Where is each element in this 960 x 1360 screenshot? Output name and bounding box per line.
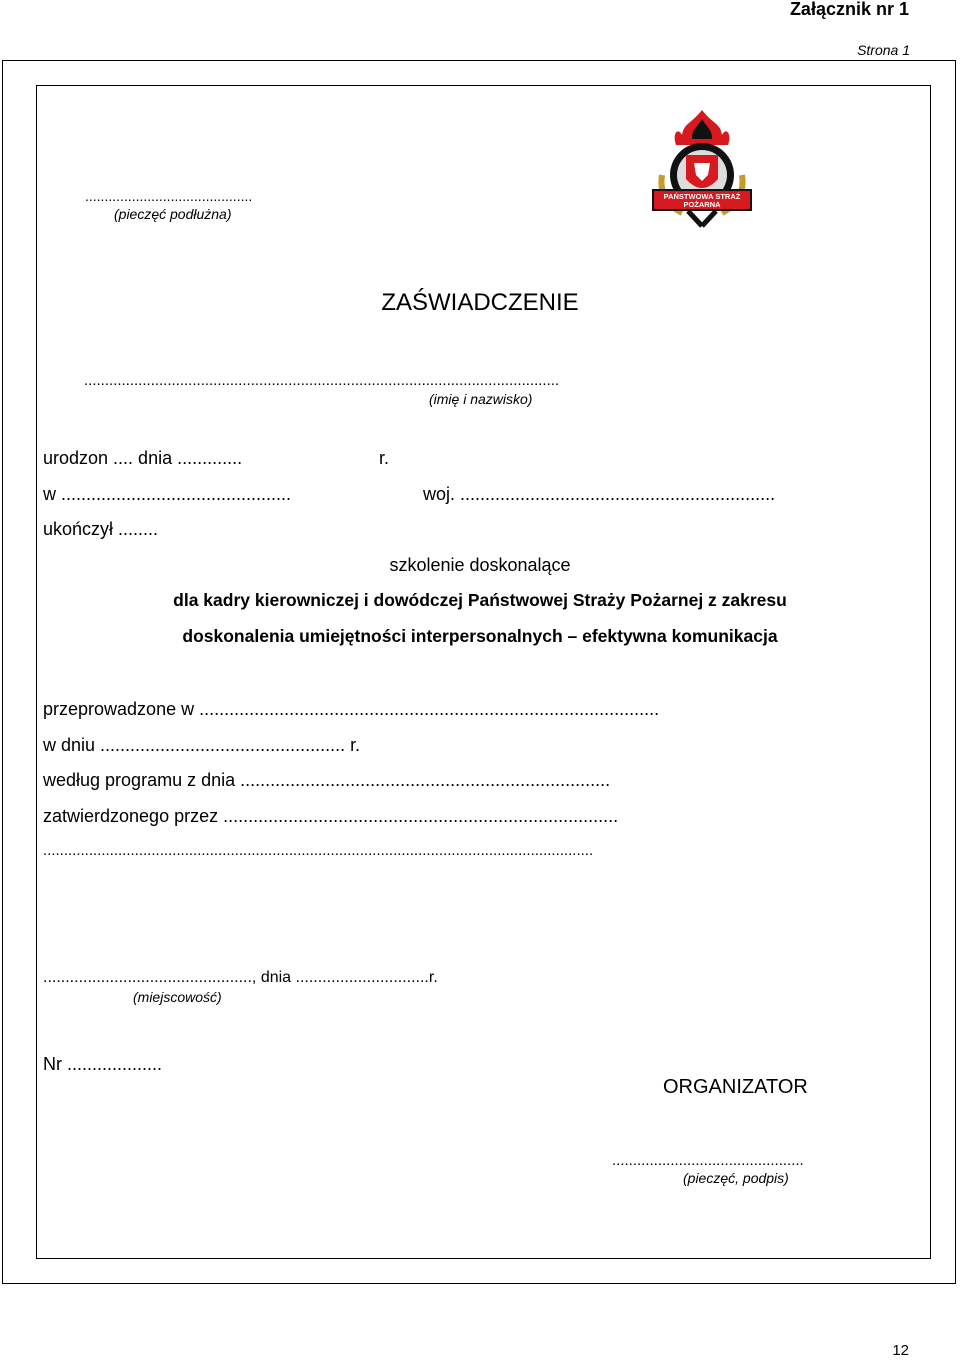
place-date-line: ..............................................., dnia ..............................r. — [43, 969, 438, 986]
logo-text: PAŃSTWOWA STRAŻ POŻARNA — [663, 192, 741, 209]
psp-emblem-icon — [648, 105, 756, 230]
organizer-title: ORGANIZATOR — [663, 1076, 808, 1098]
stamp-label: (pieczęć podłużna) — [114, 206, 232, 222]
page-label: Strona 1 — [857, 42, 910, 58]
completed-line: ukończył ........ — [43, 519, 159, 539]
organizer-label: (pieczęć, podpis) — [683, 1170, 789, 1186]
course-name: szkolenie doskonalące — [389, 555, 571, 575]
name-label: (imię i nazwisko) — [429, 391, 533, 407]
course-line-2: doskonalenia umiejętności interpersonalnych – efektywna komunikacja — [182, 626, 778, 646]
attachment-header: Załącznik nr 1 — [789, 0, 909, 19]
program-line: według programu z dnia .......................................................................... — [43, 770, 611, 790]
number-line: Nr ................... — [43, 1054, 163, 1074]
page-number: 12 — [892, 1342, 909, 1359]
place-w: w .............................................. — [43, 484, 292, 504]
held-in-line: przeprowadzone w ............................................................................................ — [43, 699, 660, 719]
extra-dots-line: .................................................................................................................................... — [43, 842, 594, 859]
born-year-suffix: r. — [379, 448, 390, 468]
on-day-line: w dniu ................................................. r. — [43, 735, 361, 755]
approved-line: zatwierdzonego przez ............................................................................... — [43, 806, 619, 826]
name-dots: .................................................................................................................. — [84, 372, 560, 389]
organizer-dots: .............................................. — [612, 1152, 804, 1169]
born-line: urodzon .... dnia ............. — [43, 448, 243, 468]
certificate-title: ZAŚWIADCZENIE — [381, 289, 579, 316]
place-woj: woj. ............................................................... — [423, 484, 776, 504]
course-line-1: dla kadry kierowniczej i dowódczej Państwowej Straży Pożarnej z zakresu — [173, 590, 787, 610]
place-date-label: (miejscowość) — [133, 989, 222, 1005]
stamp-dots: ........................................... — [85, 188, 253, 204]
